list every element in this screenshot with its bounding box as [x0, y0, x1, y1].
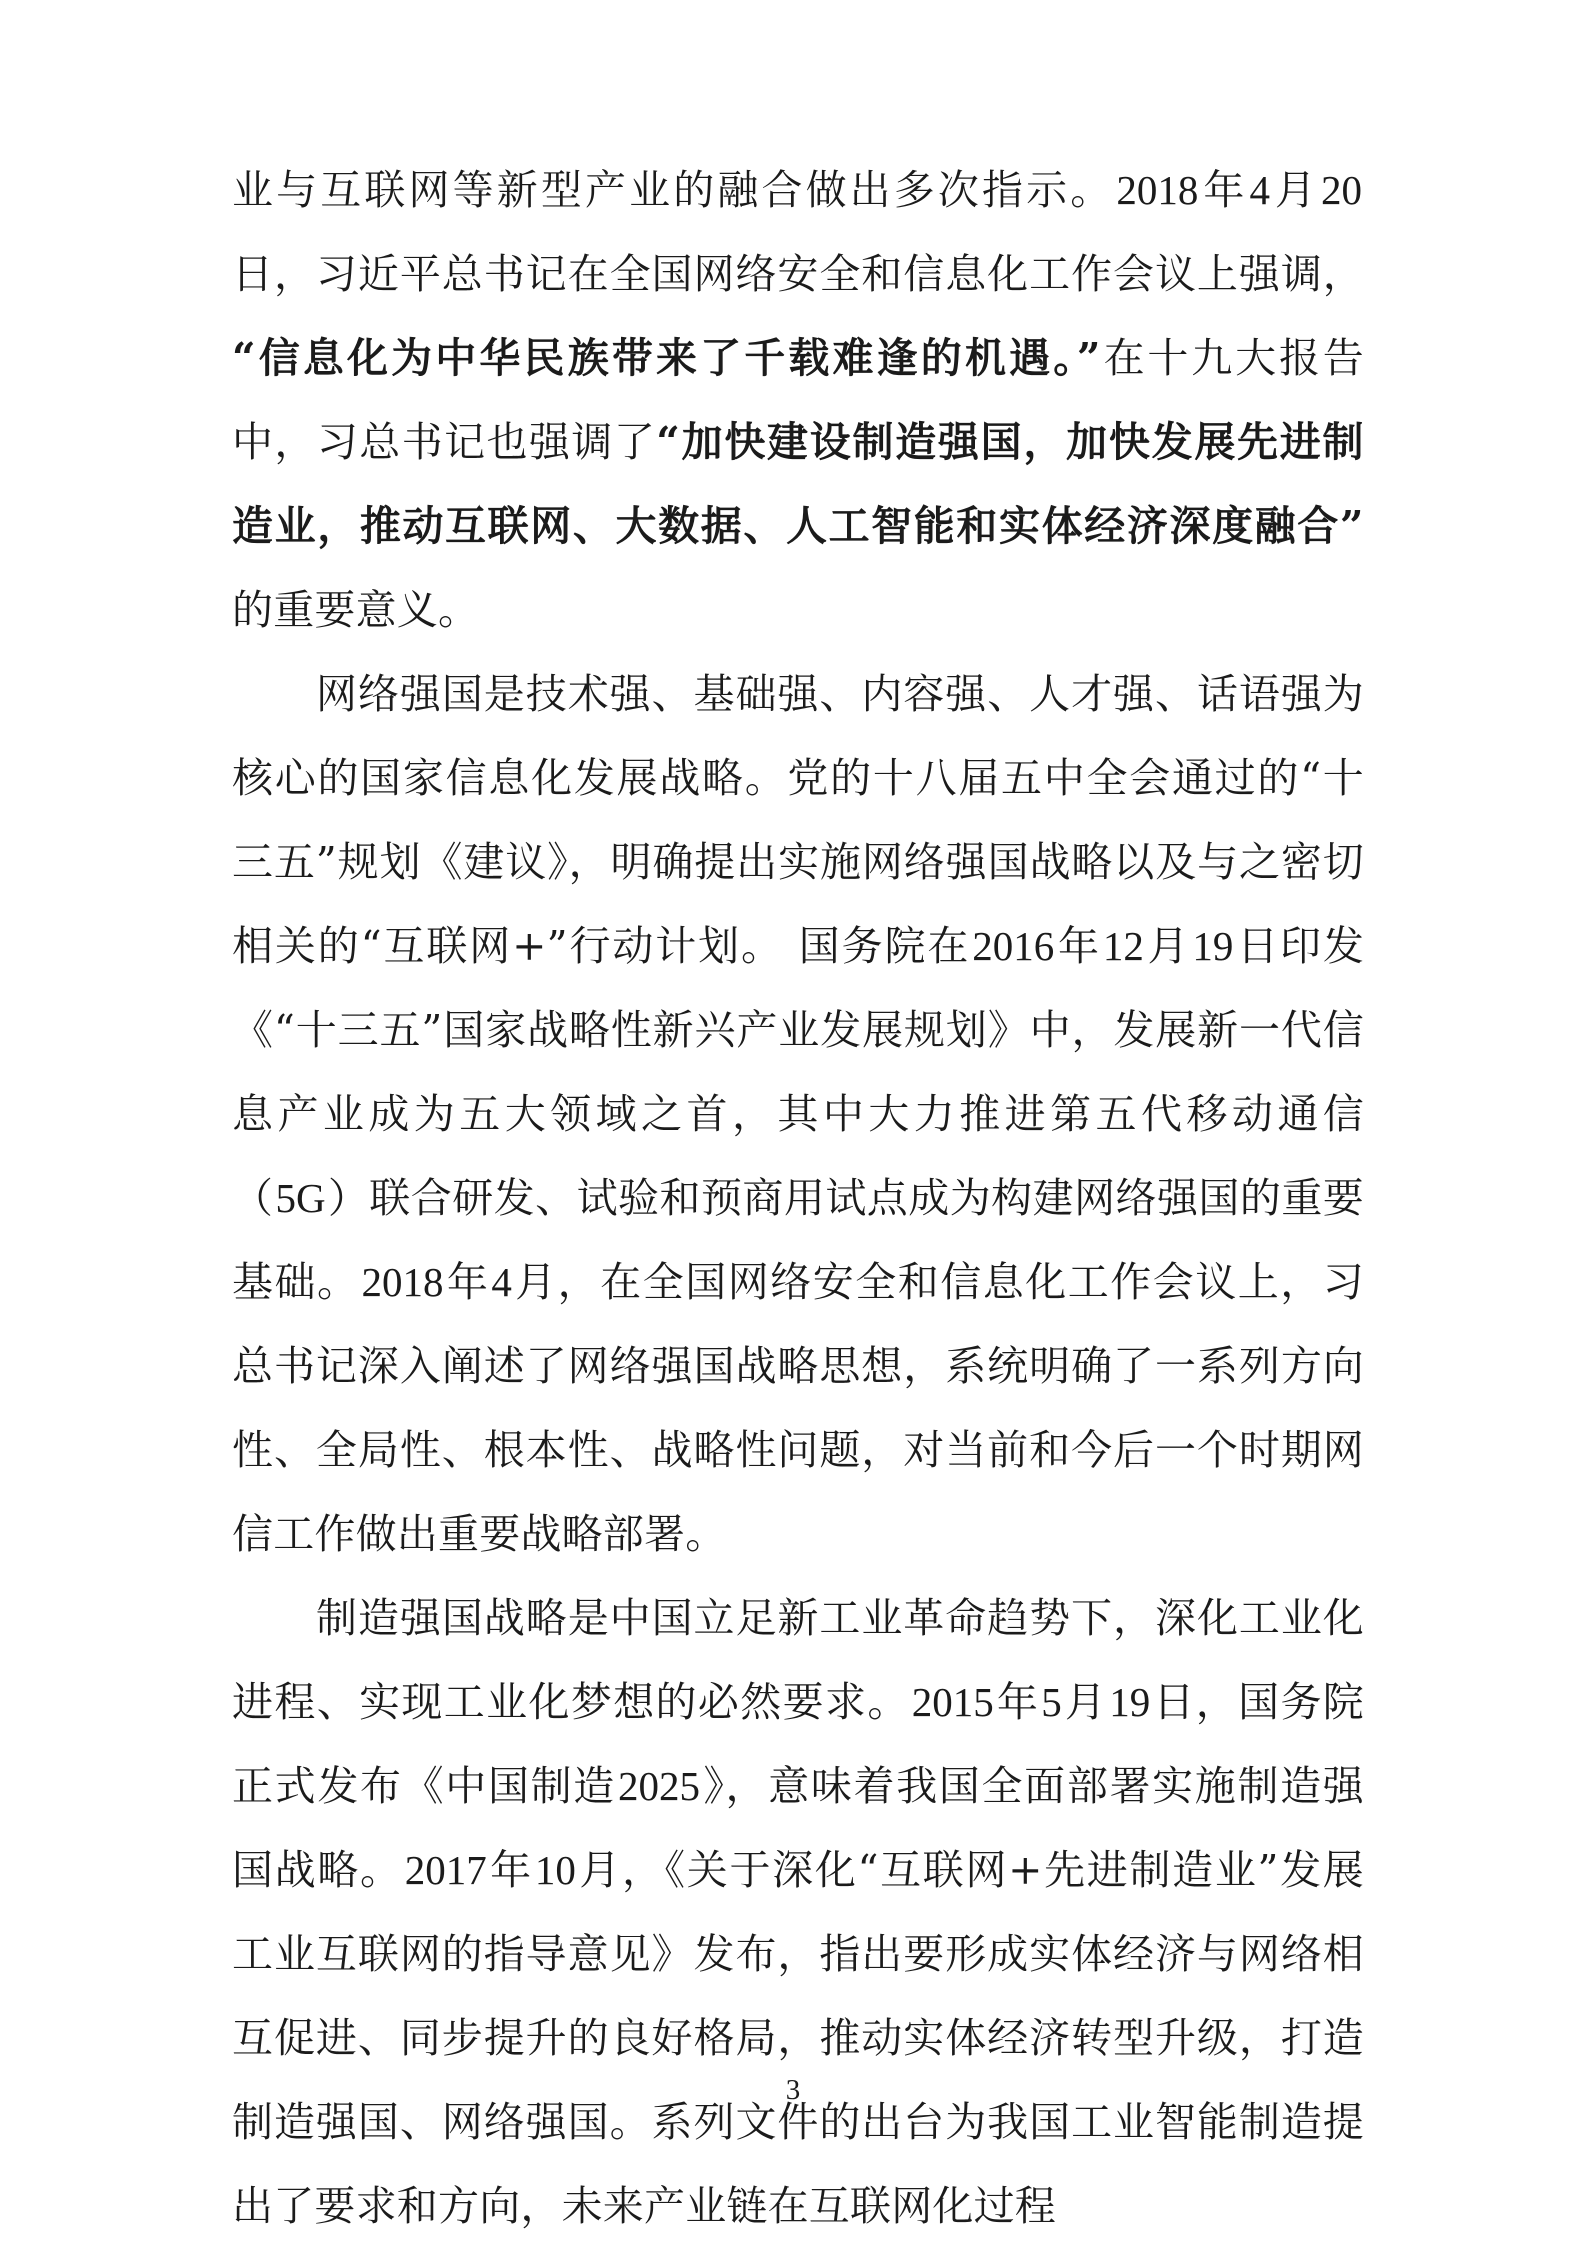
page-footer: [0, 2074, 1586, 2107]
numeric-text: 5G: [275, 1175, 326, 1221]
body-text: ）联合研发、试验和预商用试点成为构建网络强国的重要基础。: [232, 1174, 1365, 1306]
page-body: [232, 148, 1364, 2244]
body-text: 》，意味着我国全面部署实施制造强国战略。: [232, 1762, 1364, 1894]
body-text: 制造强国战略是中国立足新工业革命趋势下，深化工业化进程、实现工业化梦想的必然要求。: [232, 1594, 1364, 1726]
body-text: 月: [1063, 1678, 1108, 1726]
body-text: 业与互联网等新型产业的融合做出多次指示。: [232, 166, 1115, 214]
numeric-text: 12: [1102, 923, 1144, 969]
body-text: 日，习近平总书记在全国网络安全和信息化工作会议上强调，: [232, 250, 1364, 298]
paragraph-3: [232, 1576, 1364, 2244]
body-text: 网络强国是技术强、基础强、内容强、人才强、话语强为核心的国家信息化发展战略。党的十八届五中全会通过的“十三五”规划《建议》，明确提出实施网络强国战略以及与之密切相关的“互联网+”行动计划。 国务院在: [232, 670, 1364, 970]
numeric-text: 4: [491, 1259, 512, 1305]
numeric-text: 10: [534, 1847, 576, 1893]
numeric-text: 19: [1192, 923, 1234, 969]
page-number-value: 3: [785, 2074, 801, 2106]
numeric-text: 2018: [1116, 167, 1199, 213]
body-text: 年: [1200, 166, 1248, 214]
numeric-text: 2017: [404, 1847, 487, 1893]
numeric-text: 2025: [617, 1763, 700, 1809]
emphasized-text: “加快建设制造强国，加快发展先进制造业，推动互联网、大数据、人工智能和实体经济深度融合”: [232, 418, 1364, 550]
body-text: 年: [488, 1846, 533, 1894]
body-text: 年: [995, 1678, 1040, 1726]
numeric-text: 2016: [972, 923, 1055, 969]
body-text: 日印发《“十三五”国家战略性新兴产业发展规划》中，发展新一代信息产业成为五大领域之首，其中大力推进第五代移动通信（: [232, 922, 1365, 1222]
numeric-text: 5: [1041, 1679, 1062, 1725]
numeric-text: 20: [1321, 167, 1363, 213]
body-text: 的重要意义。: [232, 586, 480, 634]
numeric-text: 19: [1109, 1679, 1151, 1725]
body-text: 年: [1056, 922, 1101, 970]
body-text: 日，国务院正式发布《中国制造: [232, 1678, 1365, 1810]
paragraph-2: [232, 652, 1364, 1576]
body-text: 月: [1271, 166, 1320, 214]
emphasized-text: “信息化为中华民族带来了千载难逢的机遇。”: [232, 334, 1101, 382]
body-text: 月，《关于深化“互联网+先进制造业”发展工业互联网的指导意见》发布，指出要形成实体经济与网络相互促进、同步提升的良好格局，推动实体经济转型升级，打造制造强国、网络强国。系列文件的出台为我国工业智能制造提出了要求和方向，未来产业链在互联网化过程: [232, 1846, 1364, 2230]
numeric-text: 2015: [911, 1679, 994, 1725]
numeric-text: 2018: [361, 1259, 444, 1305]
body-text: 在十九大报告中，习总书记也强调了: [232, 334, 1364, 466]
body-text: 月，在全国网络安全和信息化工作会议上，习总书记深入阐述了网络强国战略思想，系统明确了一系列方向性、全局性、根本性、战略性问题，对当前和今后一个时期网信工作做出重要战略部署。: [232, 1258, 1365, 1558]
body-text: 年: [445, 1258, 490, 1306]
numeric-text: 4: [1249, 167, 1270, 213]
paragraph-1: [232, 148, 1364, 652]
body-text: 月: [1145, 922, 1191, 970]
